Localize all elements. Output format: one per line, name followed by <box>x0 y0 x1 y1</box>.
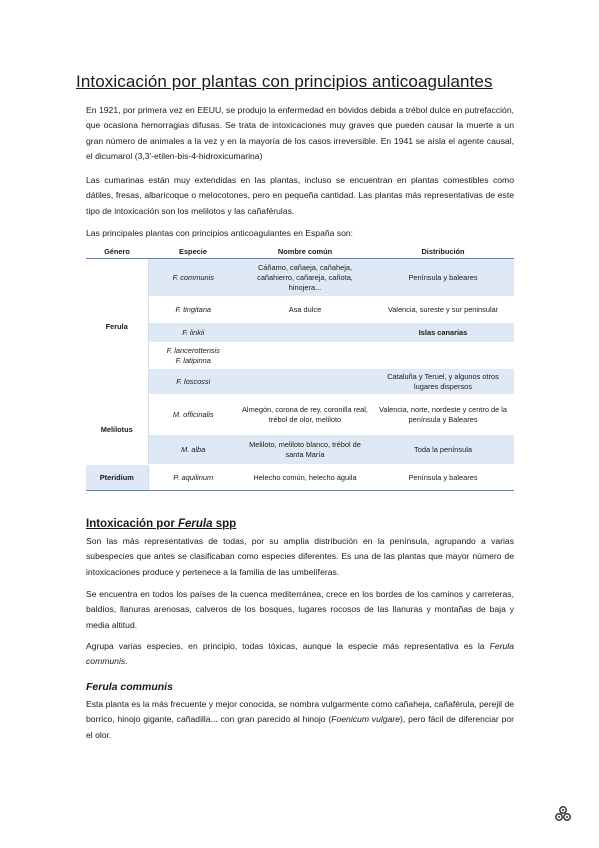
distribution-cell: Valencia, norte, nordeste y centro de la península y Baleares <box>372 395 514 435</box>
intro-paragraph-2: Las cumarinas están muy extendidas en las plantas, incluso se encuentran en plantas comestibles como dátiles, fresas, albaricoque o melocotones, pero en pequeña cantidad. Las plantas más representativas de este tipo de intoxicación son los melilotos y las cañaférulas. <box>86 175 514 216</box>
subsection-paragraph-end: ), pero fácil de diferenciar por el olor. <box>86 714 514 740</box>
header-nombre-comun: Nombre común <box>238 244 372 259</box>
species-cell: F. tingitana <box>148 297 238 323</box>
header-distribucion: Distribución <box>372 244 514 259</box>
table-row <box>86 369 514 395</box>
intro-paragraph-3: Las principales plantas con principios anticoagulantes en España son: <box>86 228 354 238</box>
genus-cell-ferula: Ferula <box>86 259 148 395</box>
species-cell <box>148 343 238 369</box>
section-paragraph-3-text: Agrupa varias especies, en principio, todas tóxicas, aunque la especie más representativa es la <box>86 641 490 651</box>
distribution-cell: Cataluña y Teruel, y algunos otros lugares dispersos <box>372 369 514 395</box>
section-heading-prefix: Intoxicación por <box>86 518 179 530</box>
table-header-row <box>86 244 514 259</box>
triskele-icon <box>554 805 572 823</box>
table-row <box>86 259 514 297</box>
header-genero: Género <box>86 244 148 259</box>
subsection-heading: Ferula communis <box>86 681 173 693</box>
common-name-cell: Meliloto, meliloto blanco, trébol de santa María <box>238 435 372 465</box>
table-row <box>86 297 514 323</box>
species-line: F. lancerottensis <box>166 345 220 355</box>
distribution-cell <box>372 343 514 369</box>
subsection-paragraph-1 <box>86 697 514 743</box>
subsection-paragraph-italic: Foenicum vulgare <box>331 714 400 725</box>
common-name-cell <box>238 343 372 369</box>
distribution-cell: Península y baleares <box>372 259 514 297</box>
distribution-cell: Toda la península <box>372 435 514 465</box>
header-especie: Especie <box>148 244 238 259</box>
section-paragraph-3-italic: Ferula communis <box>86 641 514 667</box>
table-row <box>86 323 514 343</box>
common-name-cell <box>238 323 372 343</box>
page-title: Intoxicación por plantas con principios anticoagulantes <box>76 72 493 91</box>
distribution-cell: Península y baleares <box>372 465 514 491</box>
species-cell: M. officinalis <box>148 395 238 435</box>
species-cell: F. loscossi <box>148 369 238 395</box>
section-paragraph-3 <box>86 639 514 670</box>
species-cell: P. aquilinum <box>148 465 238 491</box>
common-name-cell <box>238 369 372 395</box>
table-row <box>86 343 514 369</box>
section-heading <box>86 518 236 530</box>
genus-cell-pteridium: Pteridium <box>86 465 148 491</box>
species-cell: M. alba <box>148 435 238 465</box>
section-paragraph-3-end: . <box>125 656 128 667</box>
common-name-cell: Asa dulce <box>238 297 372 323</box>
section-heading-suffix: spp <box>212 518 237 530</box>
distribution-cell: Valencia, sureste y sur peninsular <box>372 297 514 323</box>
section-paragraph-1: Son las más representativas de todas, por su amplia distribución en la península, agrupando a varias subespecies que antes se clasificaban como especies diferentes. Es una de las plantas que mayor número de intoxicaciones produce y pertenece a la familia de las umbelíferas. <box>86 536 514 577</box>
intro-paragraph-1: En 1921, por primera vez en EEUU, se produjo la enfermedad en bóvidos debida a trébol dulce en putrefacción, que ocasiona hemorragias difusas. Se trata de intoxicaciones muy graves que pueden causar la muerte a un gran número de animales a la vez y en la mayoría de los casos irreversible. En 1941 se aísla el agente causal, el dicumarol (3,3'-etilen-bis-4-hidroxicumarina) <box>86 105 514 162</box>
table-row <box>86 395 514 435</box>
table-row <box>86 435 514 465</box>
common-name-cell: Helecho común, helecho águila <box>238 465 372 491</box>
species-line: F. latipinna <box>175 355 211 365</box>
plants-table <box>86 244 514 491</box>
species-cell: F. communis <box>148 259 238 297</box>
genus-cell-melilotus: Melilotus <box>86 395 148 465</box>
common-name-cell: Cáñamo, cañaeja, cañaheja, cañahierro, cañareja, cañota, hinojera... <box>238 259 372 297</box>
table-row <box>86 465 514 491</box>
common-name-cell: Almegón, corona de rey, coronilla real, trébol de olor, meliloto <box>238 395 372 435</box>
distribution-cell: Islas canarias <box>372 323 514 343</box>
species-cell: F. linkii <box>148 323 238 343</box>
subsection-paragraph-text: Esta planta es la más frecuente y mejor conocida, se nombra vulgarmente como cañaheja, cañaférula, perejil de borrico, hinojo gigante, cañadilla... con gran parecido al hinojo ( <box>86 699 515 725</box>
section-paragraph-2: Se encuentra en todos los países de la cuenca mediterránea, crece en los bordes de los caminos y carreteras, baldíos, llanuras arenosas, calveros de los bosques, lugares rocosos de las llanuras y montañas de baja y media altitud. <box>86 589 514 630</box>
section-heading-genus: Ferula <box>178 518 213 530</box>
